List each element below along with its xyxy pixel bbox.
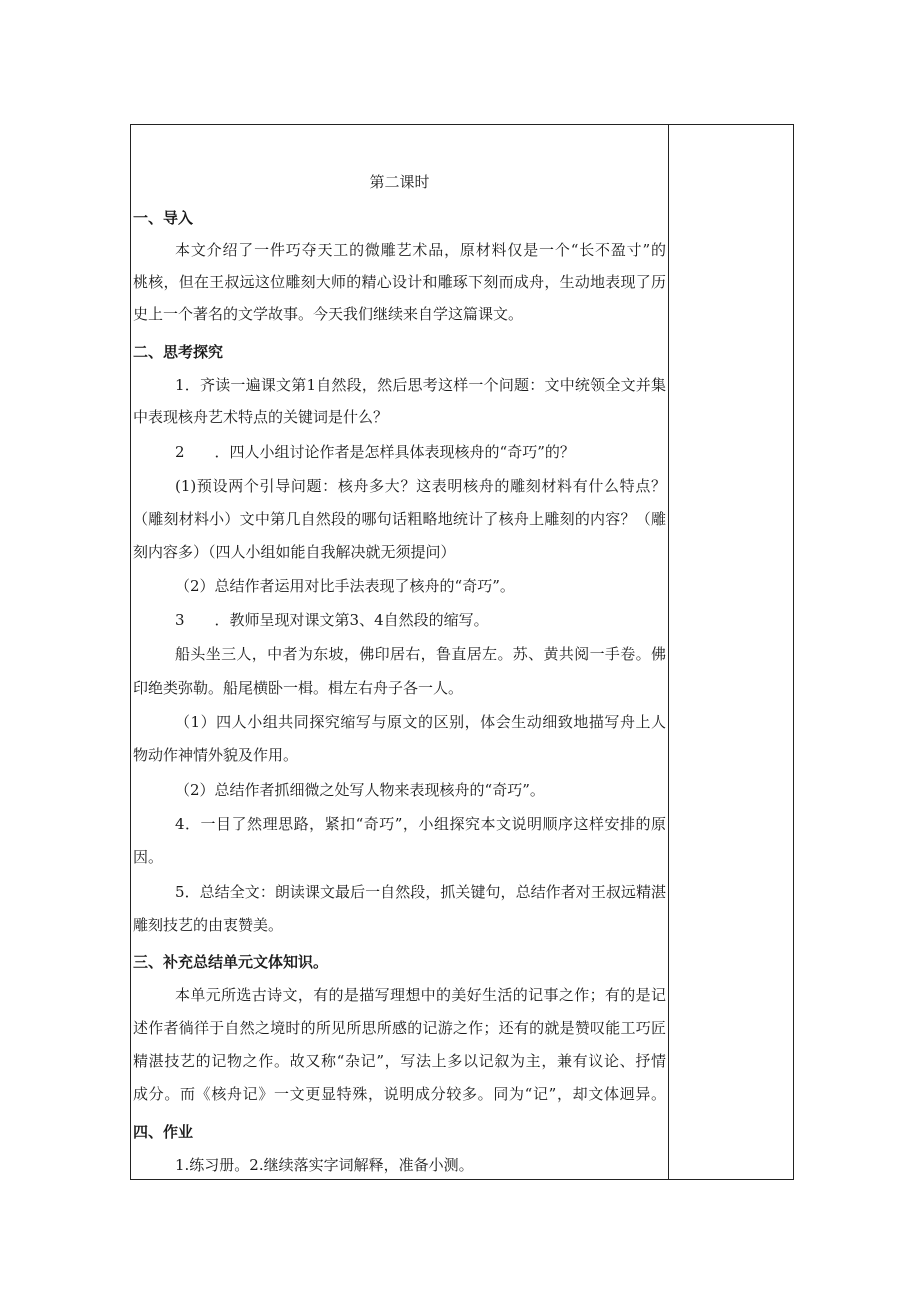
paragraph-line: 4．一目了然理思路，紧扣“奇巧”，小组探究本文说明顺序这样安排的原	[175, 815, 666, 833]
paragraph-line: 述作者徜徉于自然之境时的所见所思所感的记游之作；还有的就是赞叹能工巧匠	[133, 1019, 666, 1037]
lesson-content-cell	[131, 125, 668, 1179]
paragraph-line: 雕刻技艺的由衷赞美。	[133, 916, 284, 934]
paragraph-line: 1.练习册。2.继续落实字词解释，准备小测。	[175, 1156, 474, 1174]
paragraph-line: （1）四人小组共同探究缩写与原文的区别，体会生动细致地描写舟上人	[175, 713, 666, 731]
paragraph-line: 物动作神情外貌及作用。	[133, 746, 299, 764]
paragraph-line: (1)预设两个引导问题：核舟多大？这表明核舟的雕刻材料有什么特点？	[175, 477, 666, 495]
paragraph-line: 因。	[133, 848, 164, 866]
section-heading-explore: 二、思考探究	[133, 343, 224, 361]
section-heading-homework: 四、作业	[133, 1123, 194, 1141]
paragraph-line: 成分。而《核舟记》一文更显特殊，说明成分较多。同为“记”，却文体迥异。	[133, 1085, 666, 1103]
paragraph-line: 桃核，但在王叔远这位雕刻大师的精心设计和雕琢下刻而成舟，生动地表现了历	[133, 273, 666, 291]
paragraph-line: 船头坐三人，中者为东坡，佛印居右，鲁直居左。苏、黄共阅一手卷。佛	[175, 645, 666, 663]
paragraph-line: （雕刻材料小）文中第几自然段的哪句话粗略地统计了核舟上雕刻的内容？（雕	[133, 510, 666, 528]
paragraph-line: （2）总结作者运用对比手法表现了核舟的“奇巧”。	[175, 577, 515, 595]
paragraph-line: 史上一个著名的文学故事。今天我们继续来自学这篇课文。	[133, 305, 524, 323]
paragraph-line: 本单元所选古诗文，有的是描写理想中的美好生活的记事之作；有的是记	[175, 986, 666, 1004]
paragraph-line: 精湛技艺的记物之作。故又称“杂记”，写法上多以记叙为主，兼有议论、抒情	[133, 1052, 666, 1070]
section-heading-genre: 三、补充总结单元文体知识。	[133, 953, 329, 971]
paragraph-line: 印绝类弥勒。船尾横卧一楫。楫左右舟子各一人。	[133, 679, 464, 697]
paragraph-line: 1．齐读一遍课文第1自然段，然后思考这样一个问题：文中统领全文并集	[175, 376, 666, 394]
paragraph-line: （2）总结作者抓细微之处写人物来表现核舟的“奇巧”。	[175, 781, 545, 799]
paragraph-line: 2 ．四人小组讨论作者是怎样具体表现核舟的“奇巧”的？	[175, 443, 575, 461]
lesson-table	[130, 124, 794, 1180]
paragraph-line: 5．总结全文：朗读课文最后一自然段，抓关键句，总结作者对王叔远精湛	[175, 883, 666, 901]
paragraph-line: 本文介绍了一件巧夺天工的微雕艺术品，原材料仅是一个“长不盈寸”的	[175, 241, 666, 259]
paragraph-line: 中表现核舟艺术特点的关键词是什么？	[133, 408, 389, 426]
lesson-title: 第二课时	[369, 173, 430, 191]
paragraph-line: 3 ．教师呈现对课文第3、4自然段的缩写。	[175, 611, 489, 629]
column-divider	[668, 125, 669, 1179]
section-heading-intro: 一、导入	[133, 209, 194, 227]
paragraph-line: 刻内容多）（四人小组如能自我解决就无须提问）	[133, 543, 456, 561]
